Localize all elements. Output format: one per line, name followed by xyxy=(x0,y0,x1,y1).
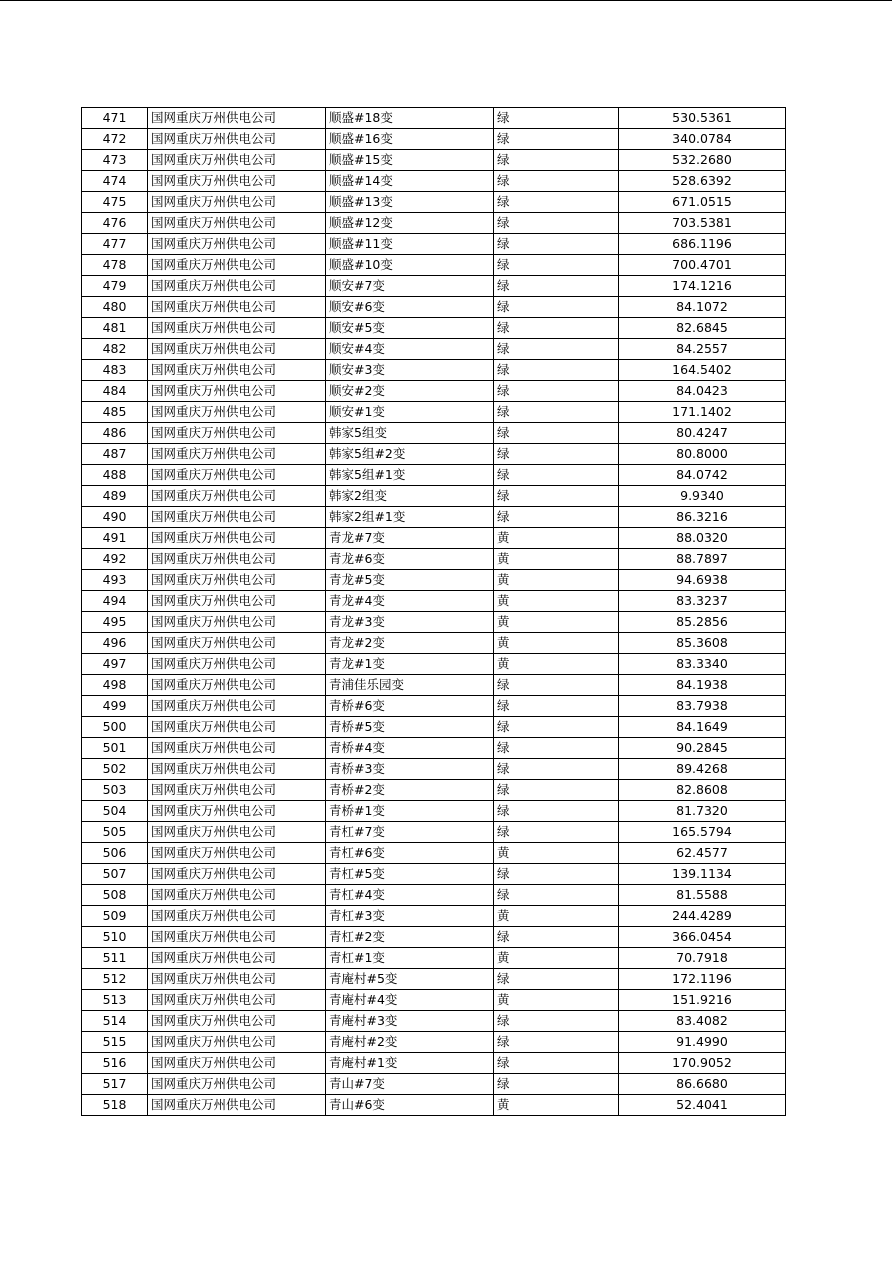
value-cell: 84.2557 xyxy=(619,339,786,360)
station-cell: 青龙#6变 xyxy=(326,549,494,570)
company-cell: 国网重庆万州供电公司 xyxy=(148,402,326,423)
station-cell: 顺安#7变 xyxy=(326,276,494,297)
status-cell: 绿 xyxy=(494,213,619,234)
status-cell: 绿 xyxy=(494,822,619,843)
row-number-cell: 503 xyxy=(82,780,148,801)
value-cell: 88.0320 xyxy=(619,528,786,549)
status-cell: 绿 xyxy=(494,717,619,738)
table-row xyxy=(82,465,786,486)
row-number-cell: 486 xyxy=(82,423,148,444)
station-cell: 青杠#1变 xyxy=(326,948,494,969)
table-row xyxy=(82,780,786,801)
company-cell: 国网重庆万州供电公司 xyxy=(148,360,326,381)
status-cell: 绿 xyxy=(494,402,619,423)
table-row xyxy=(82,234,786,255)
value-cell: 174.1216 xyxy=(619,276,786,297)
row-number-cell: 490 xyxy=(82,507,148,528)
table-row xyxy=(82,906,786,927)
table-row xyxy=(82,885,786,906)
value-cell: 84.0423 xyxy=(619,381,786,402)
station-cell: 青龙#1变 xyxy=(326,654,494,675)
company-cell: 国网重庆万州供电公司 xyxy=(148,990,326,1011)
value-cell: 70.7918 xyxy=(619,948,786,969)
station-cell: 青桥#3变 xyxy=(326,759,494,780)
row-number-cell: 478 xyxy=(82,255,148,276)
value-cell: 94.6938 xyxy=(619,570,786,591)
company-cell: 国网重庆万州供电公司 xyxy=(148,171,326,192)
row-number-cell: 481 xyxy=(82,318,148,339)
row-number-cell: 510 xyxy=(82,927,148,948)
table-row xyxy=(82,969,786,990)
company-cell: 国网重庆万州供电公司 xyxy=(148,255,326,276)
status-cell: 绿 xyxy=(494,885,619,906)
status-cell: 绿 xyxy=(494,297,619,318)
row-number-cell: 489 xyxy=(82,486,148,507)
station-cell: 顺盛#13变 xyxy=(326,192,494,213)
value-cell: 62.4577 xyxy=(619,843,786,864)
status-cell: 绿 xyxy=(494,192,619,213)
status-cell: 绿 xyxy=(494,759,619,780)
table-row xyxy=(82,276,786,297)
row-number-cell: 506 xyxy=(82,843,148,864)
station-cell: 青庵村#1变 xyxy=(326,1053,494,1074)
row-number-cell: 479 xyxy=(82,276,148,297)
value-cell: 52.4041 xyxy=(619,1095,786,1116)
company-cell: 国网重庆万州供电公司 xyxy=(148,318,326,339)
value-cell: 340.0784 xyxy=(619,129,786,150)
value-cell: 83.7938 xyxy=(619,696,786,717)
value-cell: 151.9216 xyxy=(619,990,786,1011)
station-cell: 青庵村#5变 xyxy=(326,969,494,990)
table-row xyxy=(82,318,786,339)
table-row xyxy=(82,633,786,654)
value-cell: 86.3216 xyxy=(619,507,786,528)
status-cell: 绿 xyxy=(494,1074,619,1095)
value-cell: 164.5402 xyxy=(619,360,786,381)
table-row xyxy=(82,360,786,381)
value-cell: 85.3608 xyxy=(619,633,786,654)
company-cell: 国网重庆万州供电公司 xyxy=(148,1011,326,1032)
company-cell: 国网重庆万州供电公司 xyxy=(148,843,326,864)
table-row xyxy=(82,150,786,171)
table-row xyxy=(82,171,786,192)
station-cell: 青桥#4变 xyxy=(326,738,494,759)
row-number-cell: 518 xyxy=(82,1095,148,1116)
table-row xyxy=(82,948,786,969)
station-cell: 青杠#4变 xyxy=(326,885,494,906)
station-cell: 青杠#6变 xyxy=(326,843,494,864)
station-cell: 顺安#2变 xyxy=(326,381,494,402)
station-cell: 青龙#4变 xyxy=(326,591,494,612)
table-row xyxy=(82,570,786,591)
status-cell: 绿 xyxy=(494,696,619,717)
value-cell: 88.7897 xyxy=(619,549,786,570)
company-cell: 国网重庆万州供电公司 xyxy=(148,129,326,150)
station-cell: 顺盛#18变 xyxy=(326,108,494,129)
status-cell: 绿 xyxy=(494,864,619,885)
status-cell: 黄 xyxy=(494,549,619,570)
company-cell: 国网重庆万州供电公司 xyxy=(148,1074,326,1095)
value-cell: 82.6845 xyxy=(619,318,786,339)
status-cell: 绿 xyxy=(494,360,619,381)
table-row xyxy=(82,402,786,423)
company-cell: 国网重庆万州供电公司 xyxy=(148,906,326,927)
table-row xyxy=(82,1095,786,1116)
value-cell: 82.8608 xyxy=(619,780,786,801)
station-cell: 青桥#5变 xyxy=(326,717,494,738)
row-number-cell: 488 xyxy=(82,465,148,486)
status-cell: 黄 xyxy=(494,528,619,549)
table-row xyxy=(82,927,786,948)
table-row xyxy=(82,675,786,696)
station-cell: 顺盛#14变 xyxy=(326,171,494,192)
row-number-cell: 483 xyxy=(82,360,148,381)
value-cell: 170.9052 xyxy=(619,1053,786,1074)
value-cell: 84.1649 xyxy=(619,717,786,738)
status-cell: 绿 xyxy=(494,108,619,129)
station-cell: 顺盛#11变 xyxy=(326,234,494,255)
table-row xyxy=(82,1011,786,1032)
company-cell: 国网重庆万州供电公司 xyxy=(148,570,326,591)
row-number-cell: 505 xyxy=(82,822,148,843)
station-cell: 顺盛#10变 xyxy=(326,255,494,276)
station-cell: 顺盛#15变 xyxy=(326,150,494,171)
station-cell: 青杠#7变 xyxy=(326,822,494,843)
value-cell: 172.1196 xyxy=(619,969,786,990)
table-row xyxy=(82,612,786,633)
station-cell: 韩家5组#1变 xyxy=(326,465,494,486)
value-cell: 9.9340 xyxy=(619,486,786,507)
status-cell: 绿 xyxy=(494,1053,619,1074)
status-cell: 绿 xyxy=(494,171,619,192)
table-row xyxy=(82,549,786,570)
status-cell: 绿 xyxy=(494,780,619,801)
company-cell: 国网重庆万州供电公司 xyxy=(148,108,326,129)
value-cell: 83.3340 xyxy=(619,654,786,675)
company-cell: 国网重庆万州供电公司 xyxy=(148,780,326,801)
table-row xyxy=(82,822,786,843)
station-cell: 青龙#2变 xyxy=(326,633,494,654)
row-number-cell: 513 xyxy=(82,990,148,1011)
table-row xyxy=(82,381,786,402)
status-cell: 黄 xyxy=(494,570,619,591)
status-cell: 绿 xyxy=(494,255,619,276)
row-number-cell: 477 xyxy=(82,234,148,255)
station-cell: 青杠#3变 xyxy=(326,906,494,927)
company-cell: 国网重庆万州供电公司 xyxy=(148,885,326,906)
status-cell: 绿 xyxy=(494,129,619,150)
row-number-cell: 472 xyxy=(82,129,148,150)
station-cell: 顺安#6变 xyxy=(326,297,494,318)
row-number-cell: 498 xyxy=(82,675,148,696)
data-table xyxy=(81,107,786,1116)
company-cell: 国网重庆万州供电公司 xyxy=(148,234,326,255)
company-cell: 国网重庆万州供电公司 xyxy=(148,528,326,549)
status-cell: 绿 xyxy=(494,381,619,402)
row-number-cell: 491 xyxy=(82,528,148,549)
company-cell: 国网重庆万州供电公司 xyxy=(148,444,326,465)
row-number-cell: 499 xyxy=(82,696,148,717)
table-row xyxy=(82,213,786,234)
status-cell: 绿 xyxy=(494,276,619,297)
row-number-cell: 475 xyxy=(82,192,148,213)
status-cell: 黄 xyxy=(494,948,619,969)
company-cell: 国网重庆万州供电公司 xyxy=(148,591,326,612)
table-row xyxy=(82,990,786,1011)
row-number-cell: 492 xyxy=(82,549,148,570)
company-cell: 国网重庆万州供电公司 xyxy=(148,675,326,696)
row-number-cell: 500 xyxy=(82,717,148,738)
row-number-cell: 516 xyxy=(82,1053,148,1074)
data-table-container xyxy=(81,107,786,1116)
row-number-cell: 502 xyxy=(82,759,148,780)
company-cell: 国网重庆万州供电公司 xyxy=(148,486,326,507)
row-number-cell: 504 xyxy=(82,801,148,822)
row-number-cell: 501 xyxy=(82,738,148,759)
row-number-cell: 507 xyxy=(82,864,148,885)
value-cell: 528.6392 xyxy=(619,171,786,192)
table-row xyxy=(82,507,786,528)
table-row xyxy=(82,444,786,465)
status-cell: 绿 xyxy=(494,486,619,507)
station-cell: 青浦佳乐园变 xyxy=(326,675,494,696)
station-cell: 顺安#1变 xyxy=(326,402,494,423)
table-row xyxy=(82,843,786,864)
station-cell: 韩家2组#1变 xyxy=(326,507,494,528)
status-cell: 绿 xyxy=(494,150,619,171)
row-number-cell: 473 xyxy=(82,150,148,171)
company-cell: 国网重庆万州供电公司 xyxy=(148,969,326,990)
page-top-rule xyxy=(0,0,892,1)
row-number-cell: 509 xyxy=(82,906,148,927)
status-cell: 黄 xyxy=(494,633,619,654)
station-cell: 顺安#3变 xyxy=(326,360,494,381)
table-row xyxy=(82,654,786,675)
value-cell: 83.3237 xyxy=(619,591,786,612)
status-cell: 黄 xyxy=(494,1095,619,1116)
status-cell: 黄 xyxy=(494,990,619,1011)
company-cell: 国网重庆万州供电公司 xyxy=(148,297,326,318)
company-cell: 国网重庆万州供电公司 xyxy=(148,654,326,675)
row-number-cell: 493 xyxy=(82,570,148,591)
status-cell: 绿 xyxy=(494,318,619,339)
row-number-cell: 497 xyxy=(82,654,148,675)
status-cell: 黄 xyxy=(494,612,619,633)
company-cell: 国网重庆万州供电公司 xyxy=(148,192,326,213)
table-row xyxy=(82,339,786,360)
row-number-cell: 494 xyxy=(82,591,148,612)
company-cell: 国网重庆万州供电公司 xyxy=(148,696,326,717)
station-cell: 青龙#5变 xyxy=(326,570,494,591)
status-cell: 黄 xyxy=(494,591,619,612)
company-cell: 国网重庆万州供电公司 xyxy=(148,759,326,780)
company-cell: 国网重庆万州供电公司 xyxy=(148,150,326,171)
row-number-cell: 508 xyxy=(82,885,148,906)
status-cell: 绿 xyxy=(494,927,619,948)
value-cell: 671.0515 xyxy=(619,192,786,213)
status-cell: 黄 xyxy=(494,654,619,675)
company-cell: 国网重庆万州供电公司 xyxy=(148,339,326,360)
table-row xyxy=(82,297,786,318)
status-cell: 绿 xyxy=(494,507,619,528)
status-cell: 绿 xyxy=(494,675,619,696)
value-cell: 703.5381 xyxy=(619,213,786,234)
company-cell: 国网重庆万州供电公司 xyxy=(148,864,326,885)
table-row xyxy=(82,696,786,717)
value-cell: 139.1134 xyxy=(619,864,786,885)
value-cell: 81.5588 xyxy=(619,885,786,906)
value-cell: 85.2856 xyxy=(619,612,786,633)
status-cell: 绿 xyxy=(494,234,619,255)
table-row xyxy=(82,423,786,444)
status-cell: 绿 xyxy=(494,969,619,990)
station-cell: 韩家5组#2变 xyxy=(326,444,494,465)
row-number-cell: 495 xyxy=(82,612,148,633)
company-cell: 国网重庆万州供电公司 xyxy=(148,423,326,444)
company-cell: 国网重庆万州供电公司 xyxy=(148,612,326,633)
company-cell: 国网重庆万州供电公司 xyxy=(148,507,326,528)
value-cell: 86.6680 xyxy=(619,1074,786,1095)
table-row xyxy=(82,591,786,612)
value-cell: 700.4701 xyxy=(619,255,786,276)
status-cell: 黄 xyxy=(494,906,619,927)
row-number-cell: 511 xyxy=(82,948,148,969)
company-cell: 国网重庆万州供电公司 xyxy=(148,633,326,654)
table-body xyxy=(82,108,786,1116)
company-cell: 国网重庆万州供电公司 xyxy=(148,738,326,759)
row-number-cell: 514 xyxy=(82,1011,148,1032)
row-number-cell: 484 xyxy=(82,381,148,402)
value-cell: 530.5361 xyxy=(619,108,786,129)
station-cell: 青桥#1变 xyxy=(326,801,494,822)
row-number-cell: 476 xyxy=(82,213,148,234)
value-cell: 84.1938 xyxy=(619,675,786,696)
table-row xyxy=(82,759,786,780)
status-cell: 绿 xyxy=(494,1032,619,1053)
station-cell: 青杠#2变 xyxy=(326,927,494,948)
value-cell: 244.4289 xyxy=(619,906,786,927)
value-cell: 366.0454 xyxy=(619,927,786,948)
table-row xyxy=(82,1053,786,1074)
table-row xyxy=(82,528,786,549)
row-number-cell: 496 xyxy=(82,633,148,654)
station-cell: 青山#6变 xyxy=(326,1095,494,1116)
company-cell: 国网重庆万州供电公司 xyxy=(148,381,326,402)
table-row xyxy=(82,1032,786,1053)
station-cell: 顺安#4变 xyxy=(326,339,494,360)
table-row xyxy=(82,486,786,507)
table-row xyxy=(82,738,786,759)
station-cell: 韩家5组变 xyxy=(326,423,494,444)
row-number-cell: 517 xyxy=(82,1074,148,1095)
value-cell: 165.5794 xyxy=(619,822,786,843)
value-cell: 83.4082 xyxy=(619,1011,786,1032)
status-cell: 绿 xyxy=(494,339,619,360)
company-cell: 国网重庆万州供电公司 xyxy=(148,801,326,822)
value-cell: 80.8000 xyxy=(619,444,786,465)
table-row xyxy=(82,717,786,738)
row-number-cell: 474 xyxy=(82,171,148,192)
table-row xyxy=(82,129,786,150)
value-cell: 91.4990 xyxy=(619,1032,786,1053)
company-cell: 国网重庆万州供电公司 xyxy=(148,822,326,843)
company-cell: 国网重庆万州供电公司 xyxy=(148,948,326,969)
table-row xyxy=(82,192,786,213)
value-cell: 81.7320 xyxy=(619,801,786,822)
status-cell: 绿 xyxy=(494,801,619,822)
value-cell: 89.4268 xyxy=(619,759,786,780)
station-cell: 青龙#7变 xyxy=(326,528,494,549)
status-cell: 绿 xyxy=(494,465,619,486)
table-row xyxy=(82,108,786,129)
table-row xyxy=(82,255,786,276)
table-row xyxy=(82,864,786,885)
company-cell: 国网重庆万州供电公司 xyxy=(148,213,326,234)
company-cell: 国网重庆万州供电公司 xyxy=(148,1095,326,1116)
value-cell: 84.0742 xyxy=(619,465,786,486)
company-cell: 国网重庆万州供电公司 xyxy=(148,717,326,738)
company-cell: 国网重庆万州供电公司 xyxy=(148,1053,326,1074)
value-cell: 686.1196 xyxy=(619,234,786,255)
value-cell: 532.2680 xyxy=(619,150,786,171)
company-cell: 国网重庆万州供电公司 xyxy=(148,276,326,297)
row-number-cell: 487 xyxy=(82,444,148,465)
station-cell: 青桥#6变 xyxy=(326,696,494,717)
company-cell: 国网重庆万州供电公司 xyxy=(148,1032,326,1053)
station-cell: 青山#7变 xyxy=(326,1074,494,1095)
station-cell: 顺盛#12变 xyxy=(326,213,494,234)
value-cell: 171.1402 xyxy=(619,402,786,423)
station-cell: 青庵村#3变 xyxy=(326,1011,494,1032)
station-cell: 青杠#5变 xyxy=(326,864,494,885)
station-cell: 青庵村#2变 xyxy=(326,1032,494,1053)
station-cell: 顺盛#16变 xyxy=(326,129,494,150)
company-cell: 国网重庆万州供电公司 xyxy=(148,549,326,570)
row-number-cell: 482 xyxy=(82,339,148,360)
table-row xyxy=(82,801,786,822)
company-cell: 国网重庆万州供电公司 xyxy=(148,927,326,948)
status-cell: 绿 xyxy=(494,444,619,465)
row-number-cell: 480 xyxy=(82,297,148,318)
station-cell: 韩家2组变 xyxy=(326,486,494,507)
station-cell: 青桥#2变 xyxy=(326,780,494,801)
row-number-cell: 515 xyxy=(82,1032,148,1053)
value-cell: 90.2845 xyxy=(619,738,786,759)
station-cell: 顺安#5变 xyxy=(326,318,494,339)
status-cell: 绿 xyxy=(494,423,619,444)
company-cell: 国网重庆万州供电公司 xyxy=(148,465,326,486)
status-cell: 黄 xyxy=(494,843,619,864)
station-cell: 青庵村#4变 xyxy=(326,990,494,1011)
row-number-cell: 471 xyxy=(82,108,148,129)
row-number-cell: 512 xyxy=(82,969,148,990)
status-cell: 绿 xyxy=(494,1011,619,1032)
row-number-cell: 485 xyxy=(82,402,148,423)
value-cell: 84.1072 xyxy=(619,297,786,318)
status-cell: 绿 xyxy=(494,738,619,759)
value-cell: 80.4247 xyxy=(619,423,786,444)
table-row xyxy=(82,1074,786,1095)
station-cell: 青龙#3变 xyxy=(326,612,494,633)
